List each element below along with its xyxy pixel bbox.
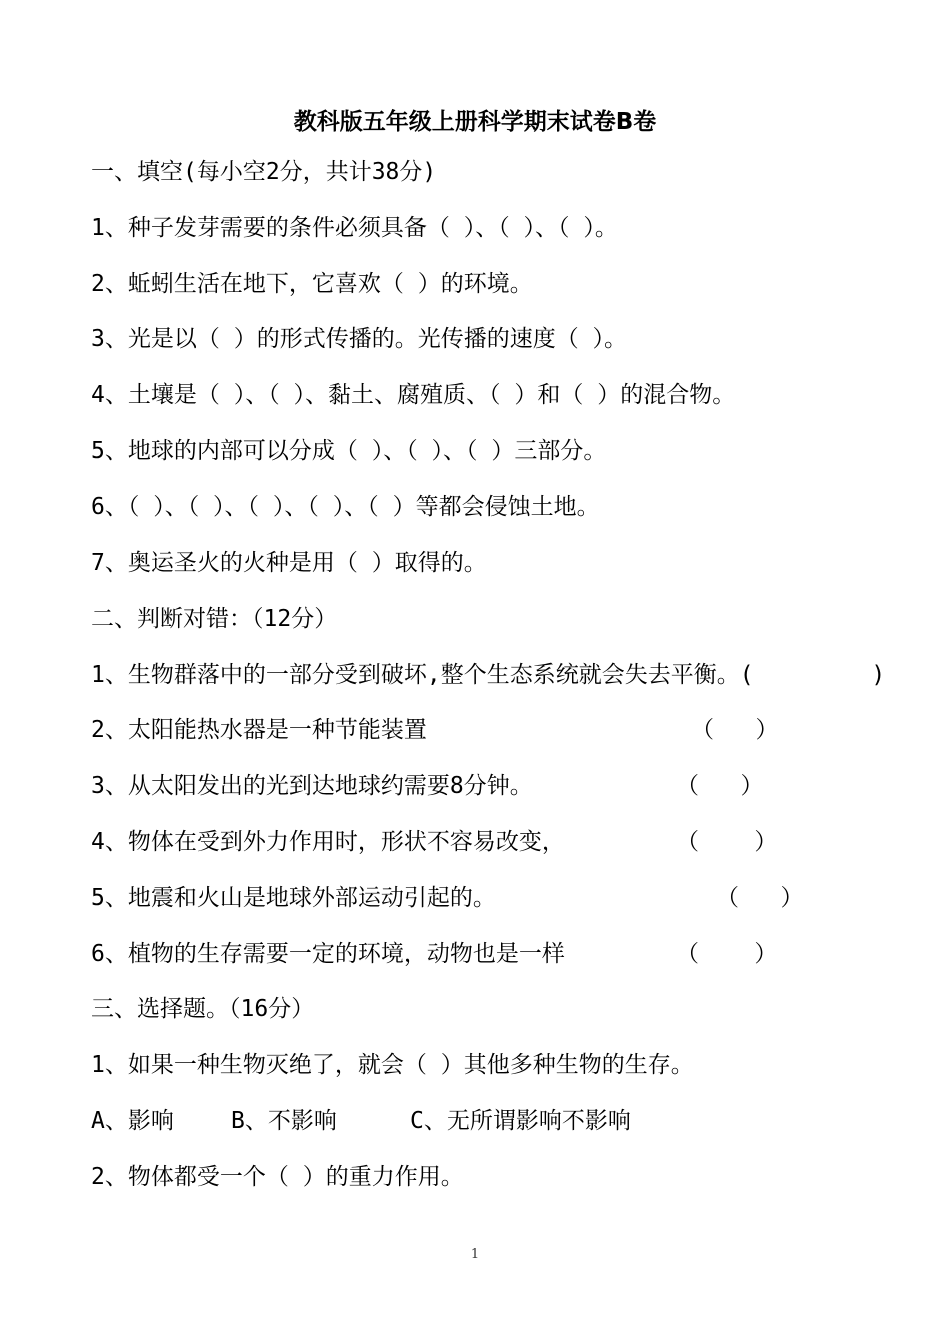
section2-heading: 二、判断对错：（12分） — [91, 606, 338, 632]
choice-question-1-options — [91, 1103, 791, 1139]
fill-question-7: 7、奥运圣火的火种是用（ ）取得的。 — [91, 550, 487, 576]
fill-question-2: 2、蚯蚓生活在地下，它喜欢（ ）的环境。 — [91, 271, 533, 297]
judge-question-2-answer-blank: （ ） — [691, 717, 779, 743]
fill-question-4: 4、土壤是（ ）、（ ）、黏土、腐殖质、（ ）和（ ）的混合物。 — [91, 382, 736, 408]
judge-question-5-answer-blank: （ ） — [716, 885, 804, 911]
choice-question-2: 2、物体都受一个（ ）的重力作用。 — [91, 1164, 464, 1190]
judge-question-3 — [91, 768, 871, 804]
judge-question-1 — [91, 657, 886, 693]
judge-question-6 — [91, 936, 871, 972]
judge-question-4-answer-blank: （ ） — [676, 829, 778, 855]
choice-question-1: 1、如果一种生物灭绝了，就会（ ）其他多种生物的生存。 — [91, 1052, 694, 1078]
judge-question-2-text: 2、太阳能热水器是一种节能装置 — [91, 717, 427, 743]
fill-question-5: 5、地球的内部可以分成（ ）、（ ）、（ ）三部分。 — [91, 438, 607, 464]
fill-question-1: 1、种子发芽需要的条件必须具备（ ）、（ ）、（ ）。 — [91, 215, 618, 241]
judge-question-1-text: 1、生物群落中的一部分受到破坏,整个生态系统就会失去平衡。( — [91, 662, 754, 688]
judge-question-2 — [91, 712, 871, 748]
judge-question-6-text: 6、植物的生存需要一定的环境，动物也是一样 — [91, 941, 565, 967]
judge-question-4-text: 4、物体在受到外力作用时，形状不容易改变， — [91, 829, 565, 855]
exam-title: 教科版五年级上册科学期末试卷B卷 — [293, 109, 657, 135]
judge-question-6-answer-blank: （ ） — [676, 941, 778, 967]
page-number: 1 — [470, 1247, 480, 1262]
judge-question-5 — [91, 880, 871, 916]
fill-question-3: 3、光是以（ ）的形式传播的。光传播的速度（ ）。 — [91, 326, 628, 352]
judge-question-3-answer-blank: （ ） — [676, 773, 764, 799]
option-c: C、无所谓影响不影响 — [410, 1108, 631, 1134]
section1-heading: 一、填空(每小空2分，共计38分) — [91, 159, 437, 185]
section3-heading: 三、选择题。（16分） — [91, 996, 315, 1022]
judge-question-4 — [91, 824, 871, 860]
option-a: A、影响 — [91, 1108, 174, 1134]
judge-question-3-text: 3、从太阳发出的光到达地球约需要8分钟。 — [91, 773, 533, 799]
fill-question-6: 6、（ ）、（ ）、（ ）、（ ）、（ ）等都会侵蚀土地。 — [91, 494, 600, 520]
judge-question-5-text: 5、地震和火山是地球外部运动引起的。 — [91, 885, 496, 911]
judge-question-1-answer-blank: ) — [816, 662, 886, 688]
option-b: B、不影响 — [231, 1108, 337, 1134]
